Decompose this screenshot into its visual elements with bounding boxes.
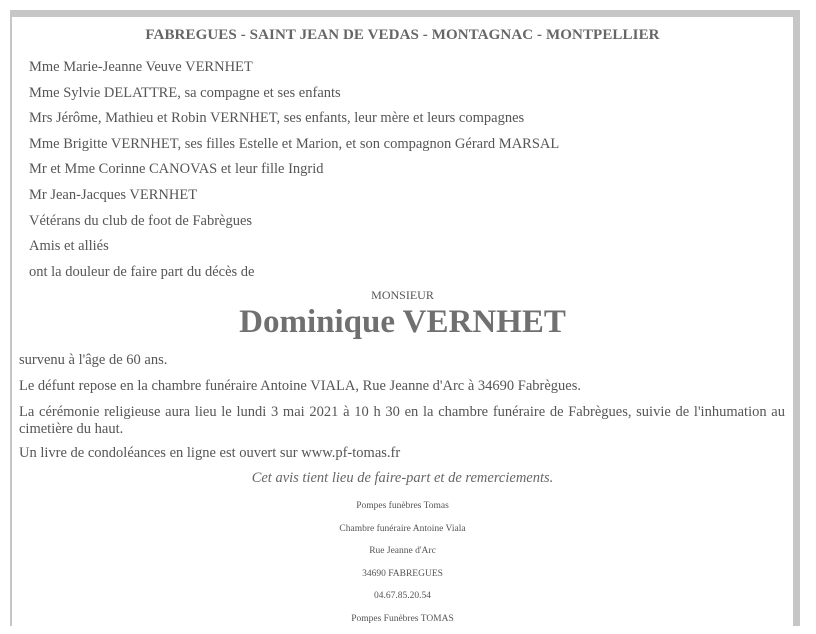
locations-header: FABREGUES - SAINT JEAN DE VEDAS - MONTAGNAC - MONTPELLIER: [145, 27, 660, 43]
funeral-home-footer: [12, 495, 793, 631]
condolences-text: Un livre de condoléances en ligne est ouvert sur www.pf-tomas.fr: [19, 445, 401, 461]
family-line: Mme Brigitte VERNHET, ses filles Estelle et Marion, et son compagnon Gérard MARSAL: [29, 135, 560, 152]
family-line: Mr et Mme Corinne CANOVAS et leur fille Ingrid: [29, 161, 324, 178]
family-line: Mrs Jérôme, Mathieu et Robin VERNHET, ses enfants, leur mère et leurs compagnes: [29, 110, 525, 127]
footer-line: Chambre funéraire Antoine Viala: [339, 523, 466, 534]
repose-text: Le défunt repose en la chambre funéraire Antoine VIALA, Rue Jeanne d'Arc à 34690 Fabrègues.: [19, 378, 582, 394]
footer-line: 34690 FABREGUES: [362, 568, 443, 579]
age-text: survenu à l'âge de 60 ans.: [19, 352, 168, 368]
family-line: Mme Marie-Jeanne Veuve VERNHET: [29, 59, 253, 75]
obituary-notice: [10, 10, 800, 626]
deceased-name: Dominique VERNHET: [239, 304, 566, 340]
footer-line: Pompes Funèbres TOMAS: [351, 613, 454, 624]
deceased-title: MONSIEUR: [371, 288, 434, 302]
family-line: Vétérans du club de foot de Fabrègues: [29, 212, 253, 229]
footer-line: Pompes funèbres Tomas: [356, 501, 449, 511]
family-list: [29, 55, 559, 285]
family-line: Mr Jean-Jacques VERNHET: [29, 186, 198, 203]
footer-line: Rue Jeanne d'Arc: [369, 546, 436, 557]
notice-text: Cet avis tient lieu de faire-part et de remerciements.: [251, 470, 554, 486]
family-line: ont la douleur de faire part du décès de: [29, 263, 255, 280]
family-line: Mme Sylvie DELATTRE, sa compagne et ses enfants: [29, 84, 341, 101]
ceremony-text: La cérémonie religieuse aura lieu le lundi 3 mai 2021 à 10 h 30 en la chambre funéraire de Fabrègues, suivie de l'inhumation au cimetière du haut.: [19, 404, 785, 437]
family-line: Amis et alliés: [29, 238, 109, 255]
footer-line: 04.67.85.20.54: [374, 591, 431, 602]
